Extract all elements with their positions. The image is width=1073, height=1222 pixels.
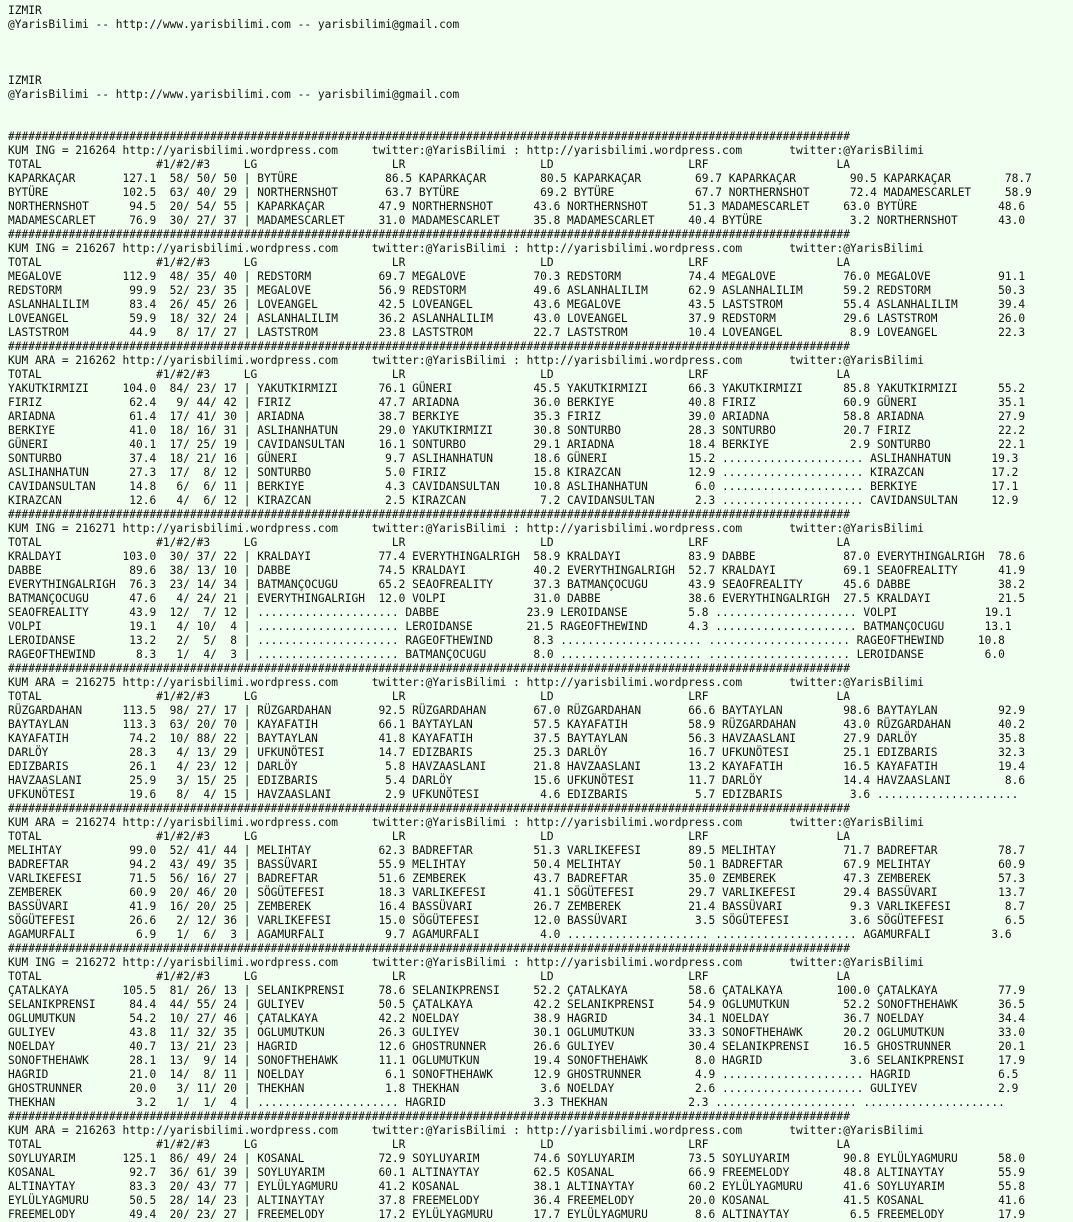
table-row: FREEMELODY 49.4 20/ 23/ 27 | FREEMELODY 17.2 EYLÜLYAGMURU 17.7 EYLÜLYAGMURU 8.6 ALTINAYTAY 6.5 FREEMELODY 17.9 [8, 1208, 1026, 1221]
race-header: KUM ARA = 216274 http://yarisbilimi.wordpress.com twitter:@YarisBilimi : http://yarisbilimi.wordpress.com twitter:@YarisBilimi [8, 816, 925, 829]
separator-line: ############################################################################################################################# [8, 340, 850, 353]
table-row: EYLÜLYAGMURU 50.5 28/ 14/ 23 | ALTINAYTAY 37.8 FREEMELODY 36.4 FREEMELODY 20.0 KOSANAL 41.5 KOSANAL 41.6 [8, 1194, 1026, 1207]
table-row: BAYTAYLAN 113.3 63/ 20/ 70 | KAYAFATIH 66.1 BAYTAYLAN 57.5 KAYAFATIH 58.9 RÜZGARDAHAN 43.0 RÜZGARDAHAN 40.2 [8, 718, 1026, 731]
table-row: ZEMBEREK 60.9 20/ 46/ 20 | SÖGÜTEFESI 18.3 VARLIKEFESI 41.1 SÖGÜTEFESI 29.7 VARLIKEFESI 29.4 BASSÜVARI 13.7 [8, 886, 1026, 899]
table-row: VARLIKEFESI 71.5 56/ 16/ 27 | BADREFTAR 51.6 ZEMBEREK 43.7 BADREFTAR 35.0 ZEMBEREK 47.3 ZEMBEREK 57.3 [8, 872, 1026, 885]
table-row: FIRIZ 62.4 9/ 44/ 42 | FIRIZ 47.7 ARIADNA 36.0 BERKIYE 40.8 FIRIZ 60.9 GÜNERI 35.1 [8, 396, 1026, 409]
table-row: LOVEANGEL 59.9 18/ 32/ 24 | ASLANHALILIM 36.2 ASLANHALILIM 43.0 LOVEANGEL 37.9 REDSTORM 29.6 LASTSTROM 26.0 [8, 312, 1026, 325]
separator-line: ############################################################################################################################# [8, 662, 850, 675]
separator-line: ############################################################################################################################# [8, 130, 850, 143]
table-row: CAVIDANSULTAN 14.8 6/ 6/ 11 | BERKIYE 4.3 CAVIDANSULTAN 10.8 ASLIHANHATUN 6.0 ..................... BERKIYE 17.1 [8, 480, 1019, 493]
table-row: BATMANÇOCUGU 47.6 4/ 24/ 21 | EVERYTHINGALRIGH 12.0 VOLPI 31.0 DABBE 38.6 EVERYTHINGALRIGH 27.5 KRALDAYI 21.5 [8, 592, 1026, 605]
table-row: DABBE 89.6 38/ 13/ 10 | DABBE 74.5 KRALDAYI 40.2 EVERYTHINGALRIGH 52.7 KRALDAYI 69.1 SEAOFREALITY 41.9 [8, 564, 1026, 577]
table-row: SELANIKPRENSI 84.4 44/ 55/ 24 | GULIYEV 50.5 ÇATALKAYA 42.2 SELANIKPRENSI 54.9 OGLUMUTKUN 52.2 SONOFTHEHAWK 36.5 [8, 998, 1026, 1011]
table-row: SOYLUYARIM 125.1 86/ 49/ 24 | KOSANAL 72.9 SOYLUYARIM 74.6 SOYLUYARIM 73.5 SOYLUYARIM 90.8 EYLÜLYAGMURU 58.0 [8, 1152, 1026, 1165]
header-line: IZMIR [8, 74, 42, 87]
table-row: ALTINAYTAY 83.3 20/ 43/ 77 | EYLÜLYAGMURU 41.2 KOSANAL 38.1 ALTINAYTAY 60.2 EYLÜLYAGMURU 41.6 SOYLUYARIM 55.8 [8, 1180, 1026, 1193]
table-row: BADREFTAR 94.2 43/ 49/ 35 | BASSÜVARI 55.9 MELIHTAY 50.4 MELIHTAY 50.1 BADREFTAR 67.9 MELIHTAY 60.9 [8, 858, 1026, 871]
table-row: SONOFTHEHAWK 28.1 13/ 9/ 14 | SONOFTHEHAWK 11.1 OGLUMUTKUN 19.4 SONOFTHEHAWK 8.0 HAGRID 3.6 SELANIKPRENSI 17.9 [8, 1054, 1026, 1067]
header-line: @YarisBilimi -- http://www.yarisbilimi.com -- yarisbilimi@gmail.com [8, 88, 460, 101]
table-row: ARIADNA 61.4 17/ 41/ 30 | ARIADNA 38.7 BERKIYE 35.3 FIRIZ 39.0 ARIADNA 58.8 ARIADNA 27.9 [8, 410, 1026, 423]
table-row: LEROIDANSE 13.2 2/ 5/ 8 | ..................... RAGEOFTHEWIND 8.3 ..................... ..................... RAGEOFTHEWIND 10.8 [8, 634, 1005, 647]
header-line [8, 32, 1073, 46]
table-row: OGLUMUTKUN 54.2 10/ 27/ 46 | ÇATALKAYA 42.2 NOELDAY 38.9 HAGRID 34.1 NOELDAY 36.7 NOELDAY 34.4 [8, 1012, 1026, 1025]
table-row: ASLIHANHATUN 27.3 17/ 8/ 12 | SONTURBO 5.0 FIRIZ 15.8 KIRAZCAN 12.9 ..................... KIRAZCAN 17.2 [8, 466, 1019, 479]
table-row: ASLANHALILIM 83.4 26/ 45/ 26 | LOVEANGEL 42.5 LOVEANGEL 43.6 MEGALOVE 43.5 LASTSTROM 55.4 ASLANHALILIM 39.4 [8, 298, 1026, 311]
race-header: KUM ING = 216271 http://yarisbilimi.wordpress.com twitter:@YarisBilimi : http://yarisbilimi.wordpress.com twitter:@YarisBilimi [8, 522, 925, 535]
race-header: KUM ING = 216264 http://yarisbilimi.wordpress.com twitter:@YarisBilimi : http://yarisbilimi.wordpress.com twitter:@YarisBilimi [8, 144, 925, 157]
table-row: KIRAZCAN 12.6 4/ 6/ 12 | KIRAZCAN 2.5 KIRAZCAN 7.2 CAVIDANSULTAN 2.3 ..................... CAVIDANSULTAN 12.9 [8, 494, 1019, 507]
table-row: THEKHAN 3.2 1/ 1/ 4 | ..................... HAGRID 3.3 THEKHAN 2.3 ..................... ..................... [8, 1096, 1005, 1109]
table-row: KRALDAYI 103.0 30/ 37/ 22 | KRALDAYI 77.4 EVERYTHINGALRIGH 58.9 KRALDAYI 83.9 DABBE 87.0 EVERYTHINGALRIGH 78.6 [8, 550, 1026, 563]
header-line: IZMIR [8, 4, 42, 17]
header-line [8, 102, 1073, 116]
table-row: REDSTORM 99.9 52/ 23/ 35 | MEGALOVE 56.9 REDSTORM 49.6 ASLANHALILIM 62.9 ASLANHALILIM 59.2 REDSTORM 50.3 [8, 284, 1026, 297]
table-row: GHOSTRUNNER 20.0 3/ 11/ 20 | THEKHAN 1.8 THEKHAN 3.6 NOELDAY 2.6 ..................... GULIYEV 2.9 [8, 1082, 1019, 1095]
table-row: DARLÖY 28.3 4/ 13/ 29 | UFKUNÖTESI 14.7 EDIZBARIS 25.3 DARLÖY 16.7 UFKUNÖTESI 25.1 EDIZBARIS 32.3 [8, 746, 1026, 759]
separator-line: ############################################################################################################################# [8, 802, 850, 815]
separator-line: ############################################################################################################################# [8, 508, 850, 521]
header-line [8, 46, 1073, 60]
column-header: TOTAL #1/#2/#3 LG LR LD LRF LA [8, 1138, 850, 1151]
race-header: KUM ING = 216272 http://yarisbilimi.wordpress.com twitter:@YarisBilimi : http://yarisbilimi.wordpress.com twitter:@YarisBilimi [8, 956, 925, 969]
column-header: TOTAL #1/#2/#3 LG LR LD LRF LA [8, 158, 850, 171]
table-row: AGAMURFALI 6.9 1/ 6/ 3 | AGAMURFALI 9.7 AGAMURFALI 4.0 ..................... ..................... AGAMURFALI 3.6 [8, 928, 1012, 941]
table-row: RÜZGARDAHAN 113.5 98/ 27/ 17 | RÜZGARDAHAN 92.5 RÜZGARDAHAN 67.0 RÜZGARDAHAN 66.6 BAYTAYLAN 98.6 BAYTAYLAN 92.9 [8, 704, 1026, 717]
table-row: GULIYEV 43.8 11/ 32/ 35 | OGLUMUTKUN 26.3 GULIYEV 30.1 OGLUMUTKUN 33.3 SONOFTHEHAWK 20.2 OGLUMUTKUN 33.0 [8, 1026, 1026, 1039]
table-row: VOLPI 19.1 4/ 10/ 4 | ..................... LEROIDANSE 21.5 RAGEOFTHEWIND 4.3 ..................... BATMANÇOCUGU 13.1 [8, 620, 1012, 633]
separator-line: ############################################################################################################################# [8, 228, 850, 241]
table-row: YAKUTKIRMIZI 104.0 84/ 23/ 17 | YAKUTKIRMIZI 76.1 GÜNERI 45.5 YAKUTKIRMIZI 66.3 YAKUTKIRMIZI 85.8 YAKUTKIRMIZI 55.2 [8, 382, 1026, 395]
table-row: ÇATALKAYA 105.5 81/ 26/ 13 | SELANIKPRENSI 78.6 SELANIKPRENSI 52.2 ÇATALKAYA 58.6 ÇATALKAYA 100.0 ÇATALKAYA 77.9 [8, 984, 1026, 997]
column-header: TOTAL #1/#2/#3 LG LR LD LRF LA [8, 368, 850, 381]
column-header: TOTAL #1/#2/#3 LG LR LD LRF LA [8, 536, 850, 549]
table-row: KOSANAL 92.7 36/ 61/ 39 | SOYLUYARIM 60.1 ALTINAYTAY 62.5 KOSANAL 66.9 FREEMELODY 48.8 ALTINAYTAY 55.9 [8, 1166, 1026, 1179]
table-row: HAVZAASLANI 25.9 3/ 15/ 25 | EDIZBARIS 5.4 DARLÖY 15.6 UFKUNÖTESI 11.7 DARLÖY 14.4 HAVZAASLANI 8.6 [8, 774, 1026, 787]
table-row: MADAMESCARLET 76.9 30/ 27/ 37 | MADAMESCARLET 31.0 MADAMESCARLET 35.8 MADAMESCARLET 40.4 BYTÜRE 3.2 NORTHERNSHOT 43.0 [8, 214, 1026, 227]
table-row: HAGRID 21.0 14/ 8/ 11 | NOELDAY 6.1 SONOFTHEHAWK 12.9 GHOSTRUNNER 4.9 ..................... HAGRID 6.5 [8, 1068, 1019, 1081]
header-line [8, 60, 1073, 74]
table-row: RAGEOFTHEWIND 8.3 1/ 4/ 3 | ..................... BATMANÇOCUGU 8.0 ..................... ..................... LEROIDANSE 6.0 [8, 648, 1005, 661]
column-header: TOTAL #1/#2/#3 LG LR LD LRF LA [8, 830, 850, 843]
separator-line: ############################################################################################################################# [8, 1110, 850, 1123]
column-header: TOTAL #1/#2/#3 LG LR LD LRF LA [8, 970, 850, 983]
table-row: KAPARKAÇAR 127.1 58/ 50/ 50 | BYTÜRE 86.5 KAPARKAÇAR 80.5 KAPARKAÇAR 69.7 KAPARKAÇAR 90.5 KAPARKAÇAR 78.7 [8, 172, 1032, 185]
table-row: LASTSTROM 44.9 8/ 17/ 27 | LASTSTROM 23.8 LASTSTROM 22.7 LASTSTROM 10.4 LOVEANGEL 8.9 LOVEANGEL 22.3 [8, 326, 1026, 339]
header-line: @YarisBilimi -- http://www.yarisbilimi.com -- yarisbilimi@gmail.com [8, 18, 460, 31]
table-row: EVERYTHINGALRIGH 76.3 23/ 14/ 34 | BATMANÇOCUGU 65.2 SEAOFREALITY 37.3 BATMANÇOCUGU 43.9 SEAOFREALITY 45.6 DABBE 38.2 [8, 578, 1026, 591]
table-row: SÖGÜTEFESI 26.6 2/ 12/ 36 | VARLIKEFESI 15.0 SÖGÜTEFESI 12.0 BASSÜVARI 3.5 SÖGÜTEFESI 3.6 SÖGÜTEFESI 6.5 [8, 914, 1026, 927]
column-header: TOTAL #1/#2/#3 LG LR LD LRF LA [8, 690, 850, 703]
header-line [8, 116, 1073, 130]
table-row: BASSÜVARI 41.9 16/ 20/ 25 | ZEMBEREK 16.4 BASSÜVARI 26.7 ZEMBEREK 21.4 BASSÜVARI 9.3 VARLIKEFESI 8.7 [8, 900, 1026, 913]
table-row: SONTURBO 37.4 18/ 21/ 16 | GÜNERI 9.7 ASLIHANHATUN 18.6 GÜNERI 15.2 ..................... ASLIHANHATUN 19.3 [8, 452, 1019, 465]
table-row: MEGALOVE 112.9 48/ 35/ 40 | REDSTORM 69.7 MEGALOVE 70.3 REDSTORM 74.4 MEGALOVE 76.0 MEGALOVE 91.1 [8, 270, 1026, 283]
race-header: KUM ARA = 216263 http://yarisbilimi.wordpress.com twitter:@YarisBilimi : http://yarisbilimi.wordpress.com twitter:@YarisBilimi [8, 1124, 925, 1137]
table-row: GÜNERI 40.1 17/ 25/ 19 | CAVIDANSULTAN 16.1 SONTURBO 29.1 ARIADNA 18.4 BERKIYE 2.9 SONTURBO 22.1 [8, 438, 1026, 451]
table-row: BERKIYE 41.0 18/ 16/ 31 | ASLIHANHATUN 29.0 YAKUTKIRMIZI 30.8 SONTURBO 28.3 SONTURBO 20.7 FIRIZ 22.2 [8, 424, 1026, 437]
table-row: NOELDAY 40.7 13/ 21/ 23 | HAGRID 12.6 GHOSTRUNNER 26.6 GULIYEV 30.4 SELANIKPRENSI 16.5 GHOSTRUNNER 20.1 [8, 1040, 1026, 1053]
race-header: KUM ARA = 216262 http://yarisbilimi.wordpress.com twitter:@YarisBilimi : http://yarisbilimi.wordpress.com twitter:@YarisBilimi [8, 354, 925, 367]
table-row: EDIZBARIS 26.1 4/ 23/ 12 | DARLÖY 5.8 HAVZAASLANI 21.8 HAVZAASLANI 13.2 KAYAFATIH 16.5 KAYAFATIH 19.4 [8, 760, 1026, 773]
table-row: UFKUNÖTESI 19.6 8/ 4/ 15 | HAVZAASLANI 2.9 UFKUNÖTESI 4.6 EDIZBARIS 5.7 EDIZBARIS 3.6 ..................... [8, 788, 1019, 801]
race-header: KUM ARA = 216275 http://yarisbilimi.wordpress.com twitter:@YarisBilimi : http://yarisbilimi.wordpress.com twitter:@YarisBilimi [8, 676, 925, 689]
table-row: MELIHTAY 99.0 52/ 41/ 44 | MELIHTAY 62.3 BADREFTAR 51.3 VARLIKEFESI 89.5 MELIHTAY 71.7 BADREFTAR 78.7 [8, 844, 1026, 857]
race-header: KUM ING = 216267 http://yarisbilimi.wordpress.com twitter:@YarisBilimi : http://yarisbilimi.wordpress.com twitter:@YarisBilimi [8, 242, 925, 255]
table-row: NORTHERNSHOT 94.5 20/ 54/ 55 | KAPARKAÇAR 47.9 NORTHERNSHOT 43.6 NORTHERNSHOT 51.3 MADAMESCARLET 63.0 BYTÜRE 48.6 [8, 200, 1026, 213]
separator-line: ############################################################################################################################# [8, 942, 850, 955]
column-header: TOTAL #1/#2/#3 LG LR LD LRF LA [8, 256, 850, 269]
table-row: SEAOFREALITY 43.9 12/ 7/ 12 | ..................... DABBE 23.9 LEROIDANSE 5.8 ..................... VOLPI 19.1 [8, 606, 1012, 619]
table-row: KAYAFATIH 74.2 10/ 88/ 22 | BAYTAYLAN 41.8 KAYAFATIH 37.5 BAYTAYLAN 56.3 HAVZAASLANI 27.9 DARLÖY 35.8 [8, 732, 1026, 745]
table-row: BYTÜRE 102.5 63/ 40/ 29 | NORTHERNSHOT 63.7 BYTÜRE 69.2 BYTÜRE 67.7 NORTHERNSHOT 72.4 MADAMESCARLET 58.9 [8, 186, 1032, 199]
